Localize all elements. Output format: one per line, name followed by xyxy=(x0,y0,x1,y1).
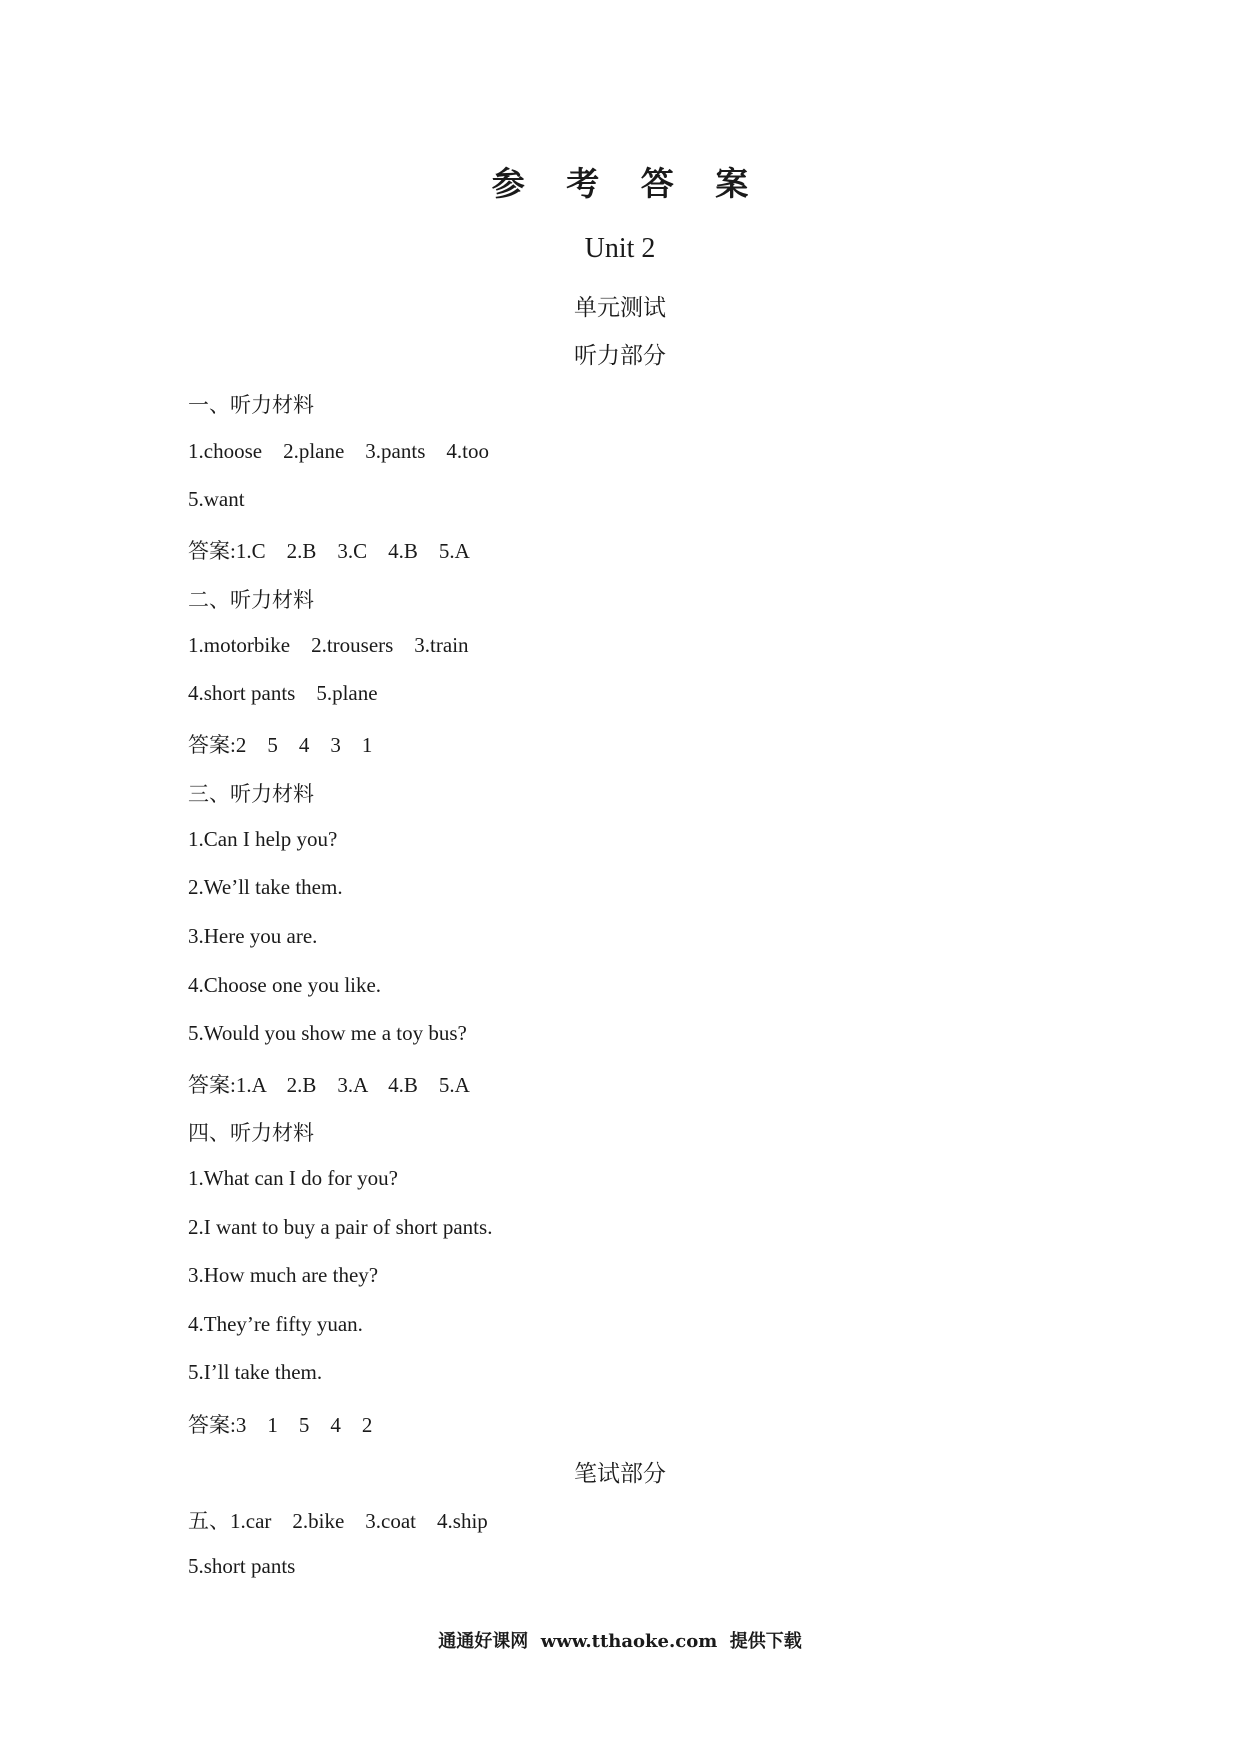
section-heading-4: 四、听力材料 xyxy=(188,1121,314,1145)
listening-part-heading: 听力部分 xyxy=(574,343,666,369)
writing-part-heading: 笔试部分 xyxy=(574,1461,666,1487)
text-line: 2.We’ll take them. xyxy=(188,875,343,899)
section-heading-1: 一、听力材料 xyxy=(188,393,314,417)
text-line: 4.Choose one you like. xyxy=(188,973,382,997)
text-line: 5.Would you show me a toy bus? xyxy=(188,1021,467,1045)
section-heading-3: 三、听力材料 xyxy=(188,782,314,806)
text-line: 2.I want to buy a pair of short pants. xyxy=(188,1215,493,1239)
text-line: 1.What can I do for you? xyxy=(188,1166,398,1190)
page-title: 参 考 答 案 xyxy=(491,164,764,203)
text-line: 3.How much are they? xyxy=(188,1263,379,1287)
text-line: 4.short pants 5.plane xyxy=(188,681,378,705)
footer-watermark: 通通好课网 www.tthaoke.com 提供下载 xyxy=(438,1631,802,1652)
text-line: 3.Here you are. xyxy=(188,924,318,948)
text-line: 1.motorbike 2.trousers 3.train xyxy=(188,633,469,657)
answer-line: 答案:3 1 5 4 2 xyxy=(188,1413,373,1437)
text-line: 5.short pants xyxy=(188,1554,296,1578)
answer-line: 答案:2 5 4 3 1 xyxy=(188,733,373,757)
answer-line: 答案:1.C 2.B 3.C 4.B 5.A xyxy=(188,539,470,563)
answer-line: 答案:1.A 2.B 3.A 4.B 5.A xyxy=(188,1073,470,1097)
text-line: 五、1.car 2.bike 3.coat 4.ship xyxy=(188,1509,488,1533)
text-line: 4.They’re fifty yuan. xyxy=(188,1312,363,1336)
section-heading-2: 二、听力材料 xyxy=(188,588,314,612)
section-test-heading: 单元测试 xyxy=(574,295,666,321)
text-line: 1.Can I help you? xyxy=(188,827,338,851)
text-line: 1.choose 2.plane 3.pants 4.too xyxy=(188,439,489,463)
unit-title: Unit 2 xyxy=(584,233,656,264)
text-line: 5.want xyxy=(188,487,245,511)
text-line: 5.I’ll take them. xyxy=(188,1360,323,1384)
